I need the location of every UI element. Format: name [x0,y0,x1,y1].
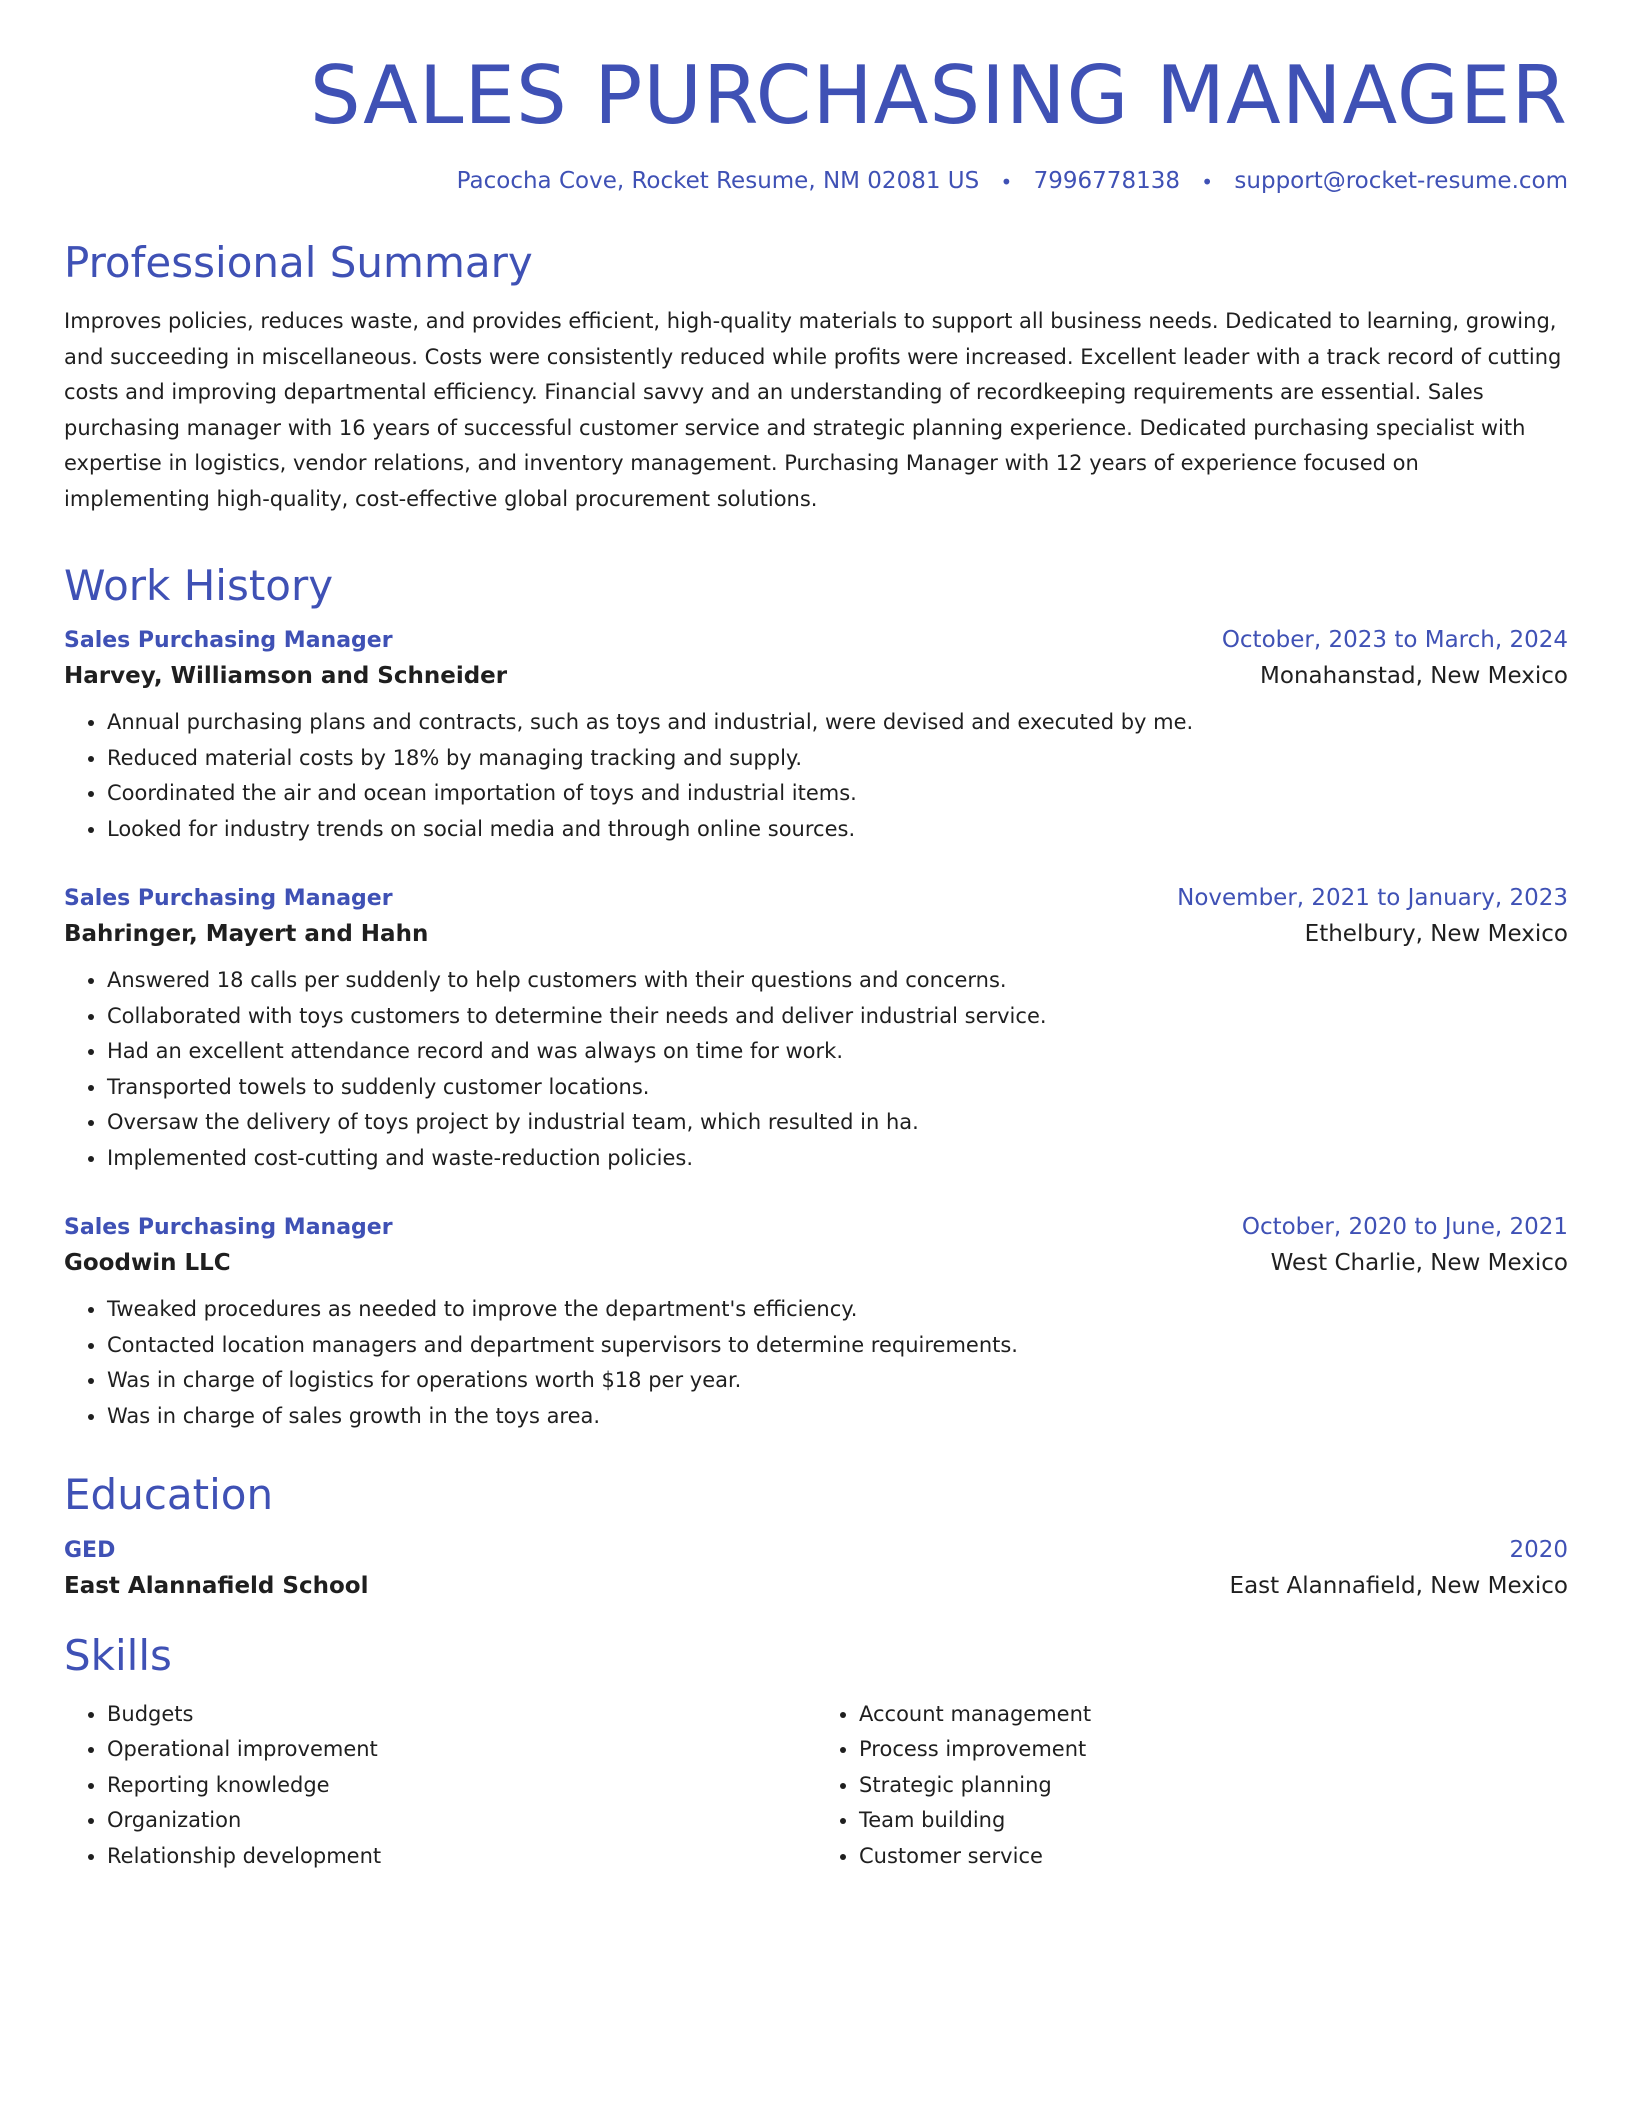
job-dates: October, 2023 to March, 2024 [1221,627,1568,654]
summary-heading: Professional Summary [64,238,533,287]
education-entry [64,1537,1568,1599]
job-title: Sales Purchasing Manager [64,1215,393,1241]
job-bullet: • Looked for industry trends on social media and through online sources. [107,812,1568,848]
job-location: Ethelbury, New Mexico [1304,921,1568,948]
education-location: East Alannafield, New Mexico [1229,1572,1568,1599]
skill-item: • Organization [107,1803,816,1839]
job-entry [64,1214,1568,1434]
job-bullet: • Tweaked procedures as needed to improve the department's efficiency. [107,1292,1568,1328]
job-bullet: • Had an excellent attendance record and was always on time for work. [107,1034,1568,1070]
skill-item: • Customer service [859,1839,1568,1875]
job-bullet: • Annual purchasing plans and contracts, such as toys and industrial, were devised and executed by me. [107,705,1568,741]
skill-item: • Relationship development [107,1839,816,1875]
skill-item: • Budgets [107,1697,816,1733]
skills-bullets [64,1697,816,1875]
skills-column-left [64,1697,816,1875]
education-degree: GED [64,1537,116,1563]
skill-item: • Account management [859,1697,1568,1733]
education-heading: Education [64,1470,274,1520]
skill-item: • Strategic planning [859,1768,1568,1804]
education-year: 2020 [1509,1536,1568,1563]
job-bullets [64,705,1568,847]
skill-item: • Reporting knowledge [107,1768,816,1804]
skills-heading: Skills [64,1630,172,1680]
job-title: Sales Purchasing Manager [64,886,393,912]
job-dates: October, 2020 to June, 2021 [1241,1214,1568,1241]
work-history-heading: Work History [64,561,334,611]
skills-list [64,1697,1568,1875]
contact-address: Pacocha Cove, Rocket Resume, NM 02081 US [456,168,980,194]
job-entry [64,885,1568,1176]
contact-separator: • [1000,169,1013,194]
contact-line [64,168,1568,194]
job-entry [64,627,1568,847]
resume-header [64,49,1568,194]
job-company: Harvey, Williamson and Schneider [64,663,508,690]
skill-item: • Operational improvement [107,1732,816,1768]
skill-item: • Process improvement [859,1732,1568,1768]
job-bullet: • Contacted location managers and department supervisors to determine requirements. [107,1328,1568,1364]
skill-item: • Team building [859,1803,1568,1839]
job-bullets [64,963,1568,1176]
job-bullet: • Implemented cost-cutting and waste-reduction policies. [107,1141,1568,1177]
skills-bullets [816,1697,1568,1875]
job-company: Bahringer, Mayert and Hahn [64,921,429,948]
job-location: West Charlie, New Mexico [1270,1250,1568,1277]
job-bullet: • Transported towels to suddenly customer locations. [107,1070,1568,1106]
job-dates: November, 2021 to January, 2023 [1177,885,1568,912]
job-bullet: • Was in charge of sales growth in the toys area. [107,1399,1568,1435]
job-location: Monahanstad, New Mexico [1260,663,1568,690]
job-bullet: • Reduced material costs by 18% by managing tracking and supply. [107,741,1568,777]
contact-separator: • [1201,169,1214,194]
job-bullet: • Collaborated with toys customers to determine their needs and deliver industrial service. [107,999,1568,1035]
contact-phone: 7996778138 [1033,168,1180,194]
contact-email: support@rocket-resume.com [1234,168,1568,194]
candidate-title: SALES PURCHASING MANAGER [309,49,1568,142]
job-bullet: • Answered 18 calls per suddenly to help customers with their questions and concerns. [107,963,1568,999]
skills-column-right [816,1697,1568,1875]
job-bullet: • Coordinated the air and ocean importation of toys and industrial items. [107,776,1568,812]
education-school: East Alannafield School [64,1572,369,1599]
job-bullet: • Was in charge of logistics for operations worth $18 per year. [107,1363,1568,1399]
job-bullet: • Oversaw the delivery of toys project by industrial team, which resulted in ha. [107,1105,1568,1141]
summary-text: Improves policies, reduces waste, and provides efficient, high-quality materials to support all business needs. Dedicated to learning, growing, and succeeding in miscellaneous. Costs were consistently reduced while profits were increased. Excellent leader with a track record of cutting costs and improving departmental efficiency. Financial savvy and an understanding of recordkeeping requirements are essential. Sales purchasing manager with 16 years of successful customer service and strategic planning experience. Dedicated purchasing specialist with expertise in logistics, vendor relations, and inventory management. Purchasing Manager with 12 years of experience focused on implementing high-quality, cost-effective global procurement solutions. [64,309,1562,511]
job-company: Goodwin LLC [64,1250,231,1277]
job-title: Sales Purchasing Manager [64,628,393,654]
job-bullets [64,1292,1568,1434]
